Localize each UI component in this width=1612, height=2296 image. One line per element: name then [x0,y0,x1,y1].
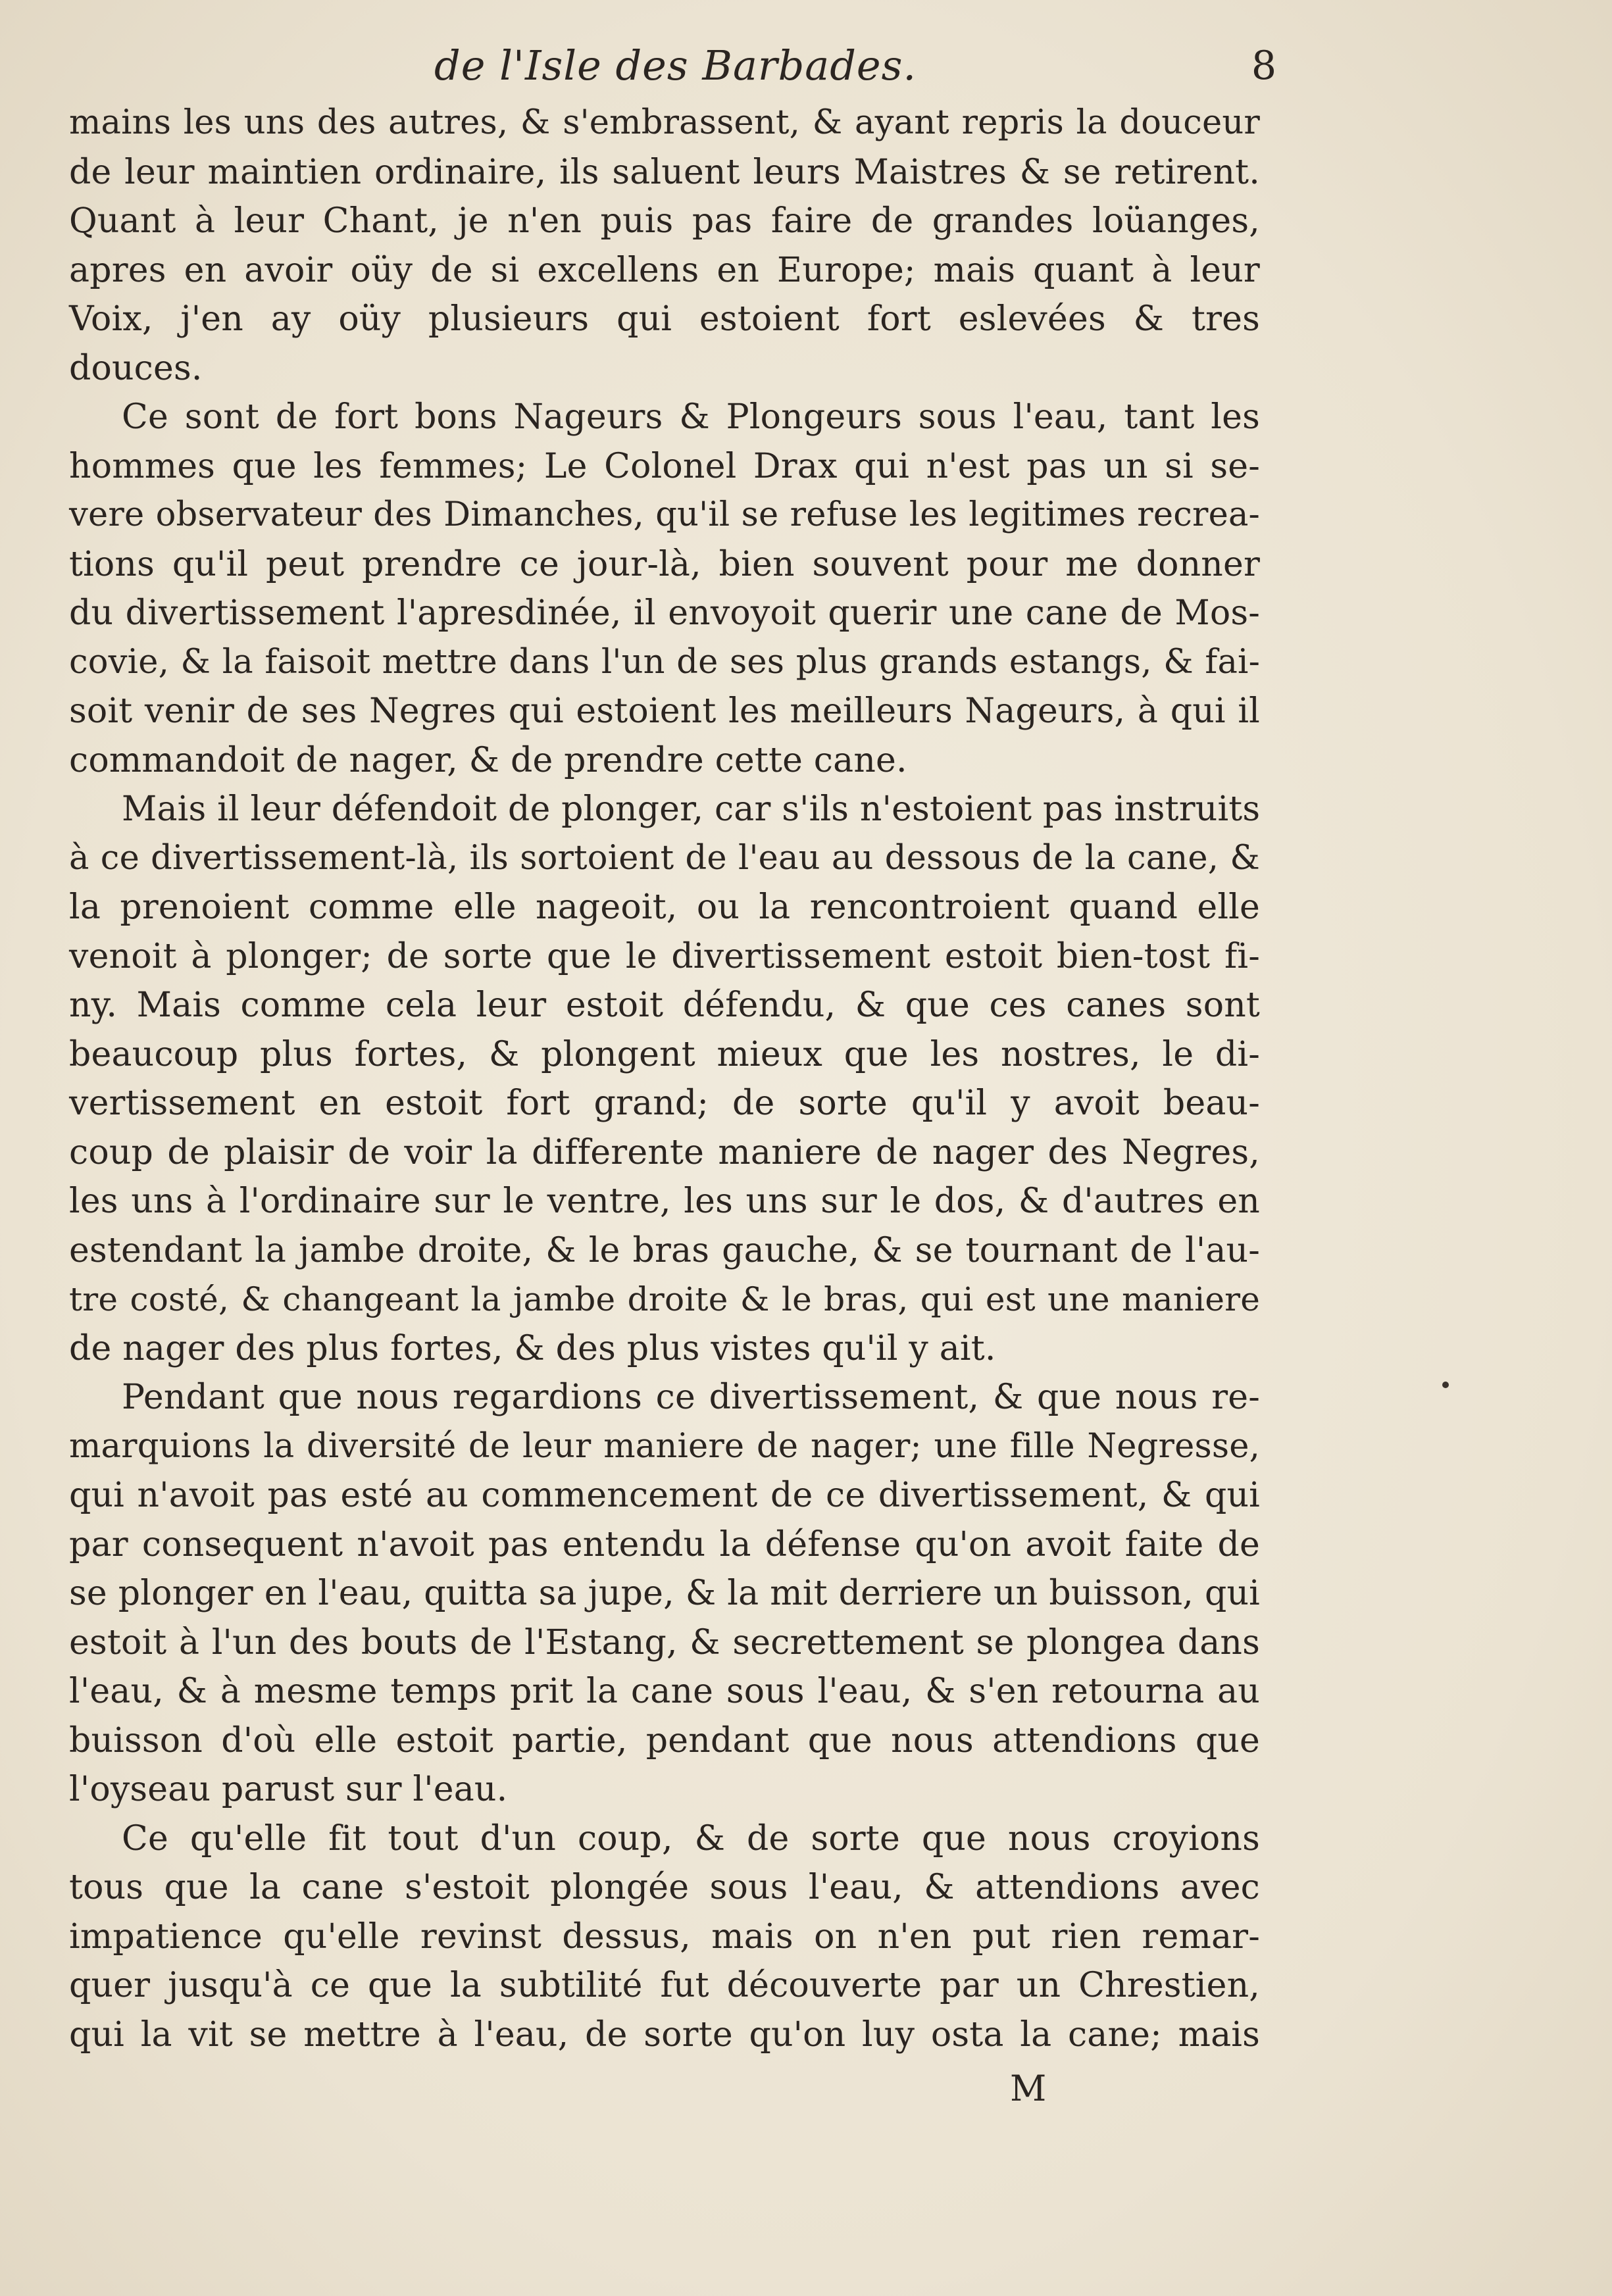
text-line: tions qu'il peut prendre ce jour-là, bien souvent pour me donner [69,544,1260,584]
running-title: de l'Isle des Barbades. [434,41,917,89]
signature-mark: M [1010,2068,1047,2109]
text-line: commandoit de nager, & de prendre cette cane. [69,740,907,780]
text-line: coup de plaisir de voir la differente maniere de nager des Negres, [69,1132,1260,1172]
text-line: les uns à l'ordinaire sur le ventre, les uns sur le dos, & d'autres en [69,1182,1260,1221]
text-line: douces. [69,348,203,388]
text-line: mains les uns des autres, & s'embrassent, & ayant repris la douceur [69,103,1260,142]
page-number: 8 [1251,43,1276,89]
text-line: de leur maintien ordinaire, ils saluent leurs Maistres & se retirent. [69,152,1260,192]
text-line: par consequent n'avoit pas entendu la défense qu'on avoit faite de [69,1524,1260,1564]
body-text [69,99,1260,2059]
text-line: Mais il leur défendoit de plonger, car s'ils n'estoient pas instruits [122,789,1261,829]
text-line: hommes que les femmes; Le Colonel Drax qui n'est pas un si se- [69,446,1260,486]
text-line: estoit à l'un des bouts de l'Estang, & secrettement se plongea dans [69,1622,1260,1662]
text-line: tous que la cane s'estoit plongée sous l'eau, & attendions avec [69,1868,1260,1907]
text-line: tre costé, & changeant la jambe droite & le bras, qui est une maniere [69,1280,1260,1318]
running-head [66,39,1276,92]
text-line: soit venir de ses Negres qui estoient les meilleurs Nageurs, à qui il [69,691,1260,731]
text-line: Quant à leur Chant, je n'en puis pas faire de grandes loüanges, [69,201,1260,241]
text-line: qui la vit se mettre à l'eau, de sorte qu'on luy osta la cane; mais [69,2014,1260,2055]
text-line: covie, & la faisoit mettre dans l'un de ses plus grands estangs, & fai- [69,642,1260,682]
text-line: buisson d'où elle estoit partie, pendant que nous attendions que [69,1720,1260,1760]
text-line: ny. Mais comme cela leur estoit défendu, & que ces canes sont [69,986,1260,1025]
text-line: Ce qu'elle fit tout d'un coup, & de sorte que nous croyions [122,1818,1260,1859]
text-line: à ce divertissement-là, ils sortoient de l'eau au dessous de la cane, & [69,838,1260,878]
text-line: apres en avoir oüy de si excellens en Europe; mais quant à leur [69,250,1260,290]
ink-speck [1442,1382,1449,1388]
text-line: du divertissement l'apresdinée, il envoyoit querir une cane de Mos- [69,593,1260,633]
text-line: impatience qu'elle revinst dessus, mais on n'en put rien remar- [69,1916,1260,1957]
text-line: qui n'avoit pas esté au commencement de ce divertissement, & qui [69,1476,1260,1515]
text-line: beaucoup plus fortes, & plongent mieux que les nostres, le di- [69,1034,1260,1074]
text-line: venoit à plonger; de sorte que le divertissement estoit bien-tost fi- [69,936,1260,976]
text-line: marquions la diversité de leur maniere de nager; une fille Negresse, [69,1426,1260,1466]
text-line: l'eau, & à mesme temps prit la cane sous l'eau, & s'en retourna au [69,1672,1260,1711]
text-line: de nager des plus fortes, & des plus vistes qu'il y ait. [69,1328,996,1368]
text-line: Voix, j'en ay oüy plusieurs qui estoient fort eslevées & tres [69,299,1260,339]
text-line: vere observateur des Dimanches, qu'il se refuse les legitimes recrea- [69,495,1260,534]
text-line: Pendant que nous regardions ce divertissement, & que nous re- [122,1378,1260,1417]
text-line: se plonger en l'eau, quitta sa jupe, & la mit derriere un buisson, qui [69,1574,1260,1613]
text-line: vertissement en estoit fort grand; de sorte qu'il y avoit beau- [69,1084,1260,1123]
text-line: estendant la jambe droite, & le bras gauche, & se tournant de l'au- [69,1230,1260,1270]
text-line: l'oyseau parust sur l'eau. [69,1770,508,1809]
text-line: Ce sont de fort bons Nageurs & Plongeurs sous l'eau, tant les [122,397,1260,437]
text-line: la prenoient comme elle nageoit, ou la rencontroient quand elle [69,887,1260,927]
text-line: quer jusqu'à ce que la subtilité fut découverte par un Chrestien, [69,1966,1260,2005]
